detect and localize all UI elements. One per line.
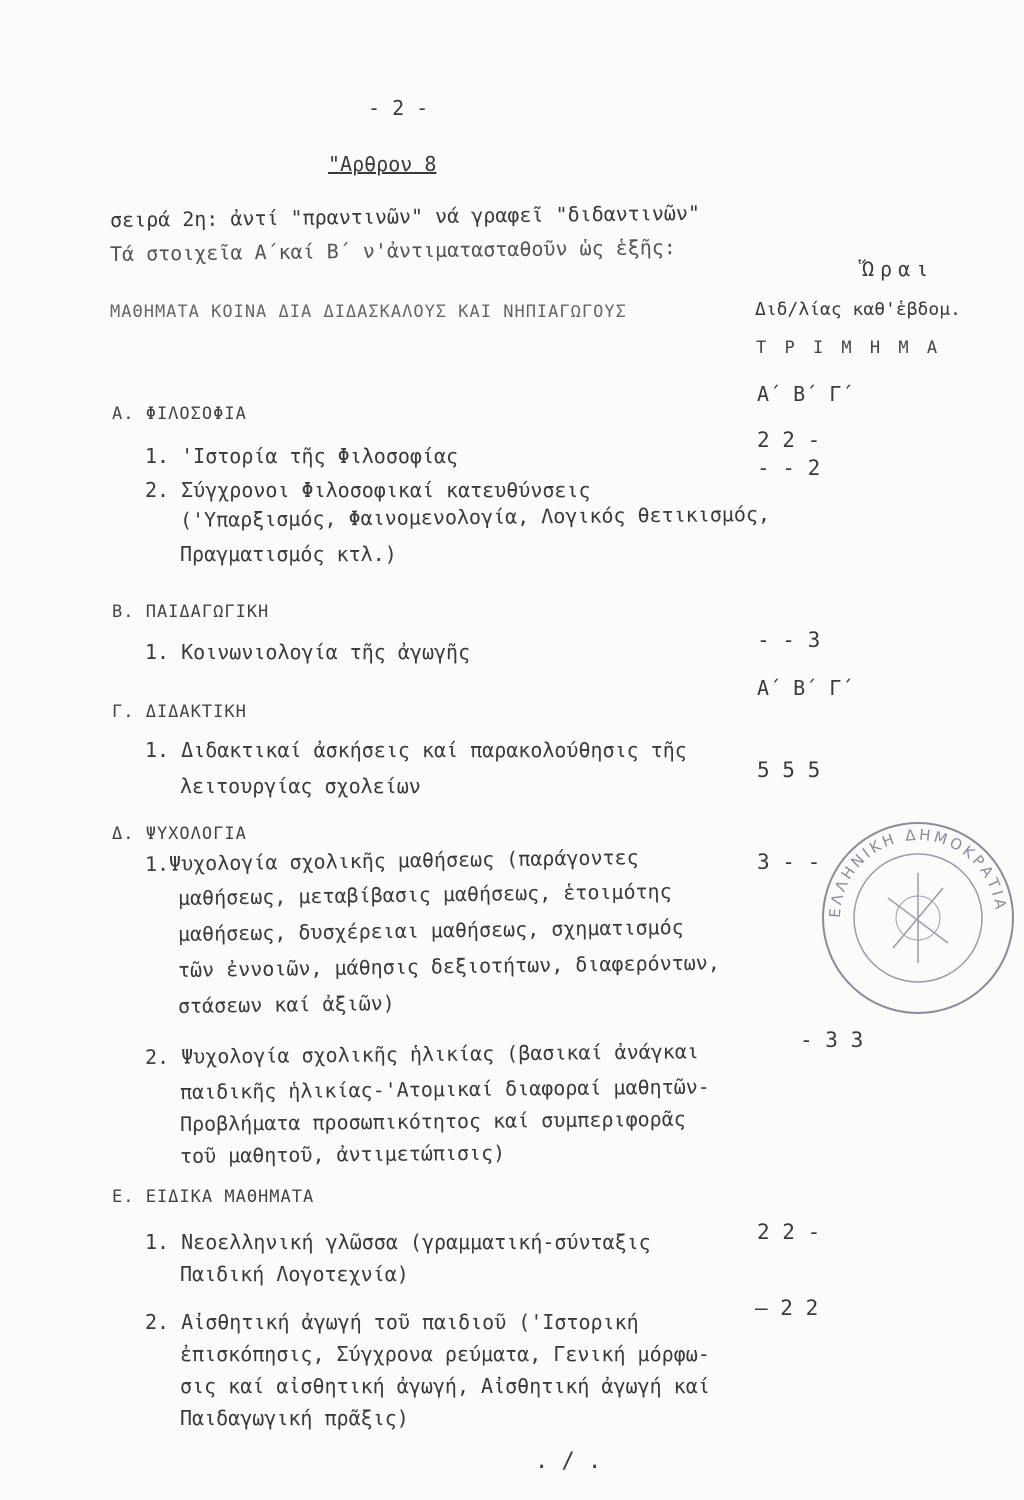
amendment-line-1: σειρά 2η: ἀντί "πραντινῶν" νά γραφεῖ "διδαντινῶν" bbox=[109, 200, 701, 232]
common-courses-heading: ΜΑΘΗΜΑΤΑ ΚΟΙΝΑ ΔΙΑ ΔΙΔΑΣΚΑΛΟΥΣ ΚΑΙ ΝΗΠΙΑΓΩΓΟΥΣ bbox=[110, 302, 627, 322]
trimester-heading: Τ Ρ Ι Μ Η Μ Α bbox=[756, 338, 942, 358]
section-a-item-1: 1. 'Ιστορία τῆς Φιλοσοφίας bbox=[145, 444, 459, 468]
hours-heading: Ὥραι bbox=[862, 257, 935, 281]
section-e-item-2-line-3: σις καί αἰσθητική ἀγωγή, Αἰσθητική ἀγωγή καί bbox=[180, 1374, 710, 1398]
section-d-item-2-line-3: Προβλήματα προσωπικότητος καί συμπεριφορᾶς bbox=[179, 1106, 686, 1136]
section-g-item-1-hours: 5 5 5 bbox=[757, 758, 821, 782]
section-e-title: Ε. ΕΙΔΙΚΑ ΜΑΘΗΜΑΤΑ bbox=[112, 1187, 315, 1207]
section-e-item-1-hours: 2 2 - bbox=[757, 1220, 821, 1244]
amendment-line-2: Τά στοιχεῖα Α΄καί Β΄ ν'ἀντιματασταθοῦν ὡς ἑξῆς: bbox=[109, 235, 677, 266]
section-g-title: Γ. ΔΙΔΑΚΤΙΚΗ bbox=[112, 702, 247, 722]
section-a-item-2-line-1: 2. Σύγχρονοι Φιλοσοφικαί κατευθύνσεις bbox=[145, 478, 591, 502]
section-e-item-2-line-4: Παιδαγωγική πρᾶξις) bbox=[180, 1406, 409, 1430]
section-b-item-1: 1. Κοινωνιολογία τῆς ἀγωγῆς bbox=[145, 640, 471, 664]
section-g-item-1-line-1: 1. Διδακτικαί ἀσκήσεις καί παρακολούθησις τῆς bbox=[145, 738, 687, 762]
section-e-item-1-line-1: 1. Νεοελληνική γλῶσσα (γραμματική-σύνταξις bbox=[145, 1230, 651, 1254]
section-g-item-1-line-2: λειτουργίας σχολείων bbox=[180, 774, 421, 798]
section-a-title: Α. ΦΙΛΟΣΟΦΙΑ bbox=[112, 404, 247, 424]
section-d-item-2-line-2: παιδικῆς ἡλικίας-'Ατομικαί διαφοραί μαθητῶν- bbox=[179, 1074, 710, 1104]
hours-per-week-label: Διδ/λίας καθ'ἑβδομ. bbox=[755, 299, 961, 320]
stamp-text: ΕΛΛΗΝΙΚΗ ΔΗΜΟΚΡΑΤΙΑ bbox=[825, 825, 1010, 919]
section-b-item-1-hours: - - 3 bbox=[757, 628, 821, 652]
section-e-item-1-line-2: Παιδική Λογοτεχνία) bbox=[180, 1262, 409, 1286]
section-a-item-2-line-3: Πραγματισμός κτλ.) bbox=[180, 542, 397, 566]
section-d-item-1-line-5: στάσεων καί ἀξιῶν) bbox=[177, 990, 395, 1018]
section-d-item-1-line-1: 1.Ψυχολογία σχολικῆς μαθήσεως (παράγοντες bbox=[144, 845, 639, 876]
section-e-item-2-hours: — 2 2 bbox=[755, 1296, 819, 1320]
article-title: "Αρθρον 8 bbox=[328, 152, 437, 176]
section-b-title: Β. ΠΑΙΔΑΓΩΓΙΚΗ bbox=[112, 602, 270, 622]
section-d-item-1-line-4: τῶν ἐννοιῶν, μάθησις δεξιοτήτων, διαφερόντων, bbox=[177, 950, 720, 982]
section-d-item-2-line-4: τοῦ μαθητοῦ, ἀντιμετώπισις) bbox=[179, 1140, 506, 1168]
section-a-item-2-line-2: ('Υπαρξισμός, Φαινομενολογία, Λογικός θετικισμός, bbox=[179, 501, 771, 532]
section-d-item-2-hours: - 3 3 bbox=[800, 1028, 864, 1052]
section-d-item-2-line-1: 2. Ψυχολογία σχολικῆς ἡλικίας (βασικαί ἀνάγκαι bbox=[144, 1039, 699, 1069]
section-d-item-1-line-3: μαθήσεως, δυσχέρειαι μαθήσεως, σχηματισμός bbox=[177, 914, 684, 946]
section-g-columns: Α΄ Β΄ Γ΄ bbox=[757, 676, 854, 700]
page-number: - 2 - bbox=[368, 96, 429, 120]
section-e-item-2-line-1: 2. Αἰσθητική ἀγωγή τοῦ παιδιοῦ ('Ιστορική bbox=[145, 1310, 639, 1334]
section-d-title: Δ. ΨΥΧΟΛΟΓΙΑ bbox=[112, 824, 247, 844]
section-e-item-2-line-2: ἐπισκόπησις, Σύγχρονα ρεύματα, Γενική μόρφω- bbox=[180, 1342, 710, 1366]
section-a-item-1-hours: 2 2 - bbox=[757, 428, 821, 452]
official-stamp bbox=[818, 818, 1018, 1018]
section-d-item-1-hours: 3 - - bbox=[757, 850, 821, 874]
section-a-item-2-hours: - - 2 bbox=[757, 456, 821, 480]
trimester-columns: Α΄ Β΄ Γ΄ bbox=[757, 382, 854, 406]
section-d-item-1-line-2: μαθήσεως, μεταβίβασις μαθήσεως, ἑτοιμότης bbox=[177, 879, 672, 910]
continuation-mark: . / . bbox=[535, 1449, 602, 1474]
